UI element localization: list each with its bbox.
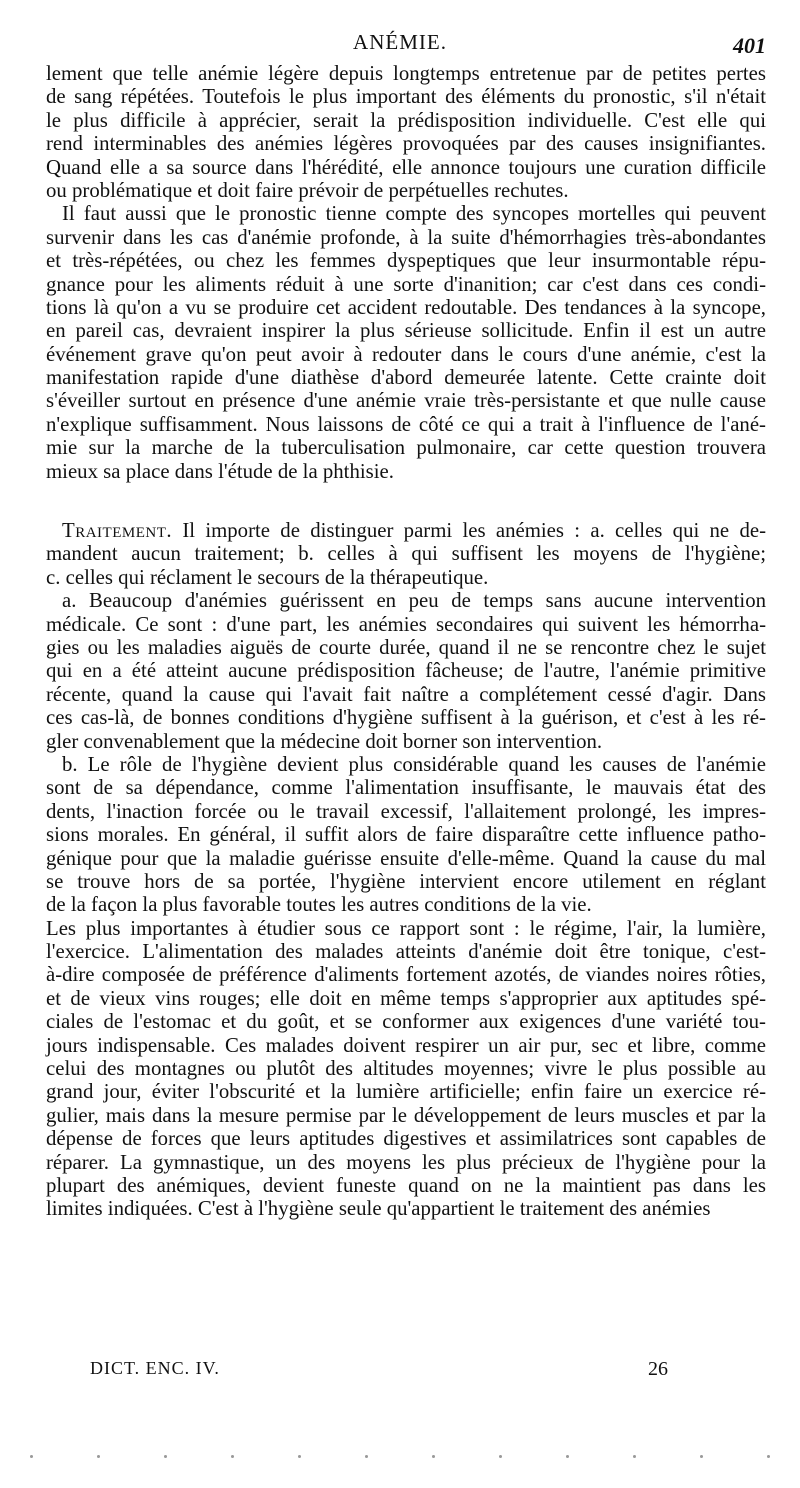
dot (767, 1455, 770, 1458)
dot (499, 1455, 502, 1458)
text-line: à-dire composée de préférence d'aliments fortement azotés, de viandes noires rôties, (46, 963, 766, 987)
text-line: se trouve hors de sa portée, l'hygiène intervient encore utilement en réglant (46, 869, 766, 893)
running-head (0, 30, 800, 60)
text-line: tions là qu'on a vu se produire cet accident redoutable. Des tendances à la syncope, (46, 295, 766, 319)
paragraph (46, 917, 766, 1221)
text-line: gler convenablement que la médecine doit borner son intervention. (46, 729, 603, 753)
paragraph (46, 62, 766, 202)
text-line: plupart des anémiques, devient funeste quand on ne la maintient pas dans les (46, 1173, 766, 1197)
text-line: et très-répétées, ou chez les femmes dyspeptiques que leur insurmontable répu- (46, 249, 766, 273)
paragraph (46, 753, 766, 917)
text-line: survenir dans les cas d'anémie profonde, à la suite d'hémorrhagies très-abondantes (46, 225, 766, 249)
dot (566, 1455, 569, 1458)
text-line: dents, l'inaction forcée ou le travail excessif, l'allaitement prolongé, les impres- (46, 799, 766, 823)
text-line: gnance pour les aliments réduit à une sorte d'inanition; car c'est dans ces condi- (46, 272, 766, 296)
text-line: réparer. La gymnastique, un des moyens les plus précieux de l'hygiène pour la (46, 1150, 766, 1174)
text-line: ces cas-là, de bonnes conditions d'hygiène suffisent à la guérison, et c'est à les ré- (46, 706, 766, 730)
text-line: médicale. Ce sont : d'une part, les anémies secondaires qui suivent les hémorrha- (46, 612, 766, 636)
paragraph (46, 519, 766, 589)
paragraph (46, 202, 766, 483)
page-footer (0, 1358, 800, 1388)
text-line: c. celles qui réclament le secours de la thérapeutique. (46, 565, 489, 589)
text-line: gulier, mais dans la mesure permise par le développement de leurs muscles et par la (46, 1103, 766, 1127)
text-line (46, 519, 766, 542)
text-line: sions morales. En général, il suffit alors de faire disparaître cette influence patho- (46, 823, 766, 847)
text-line: rend interminables des anémies légères provoquées par des causes insignifiantes. (46, 132, 766, 156)
section-gap (46, 483, 766, 519)
text-line: mandent aucun traitement; b. celles à qui suffisent les moyens de l'hygiène; (46, 542, 766, 566)
section-heading: Traitement. (62, 519, 173, 543)
text-line: celui des montagnes ou plutôt des altitudes moyennes; vivre le plus possible au (46, 1057, 766, 1081)
dot (633, 1455, 636, 1458)
text-line: sont de sa dépendance, comme l'alimentation insuffisante, le mauvais état des (46, 776, 766, 800)
text-line: ou problématique et doit faire prévoir de perpétuelles rechutes. (46, 178, 569, 202)
text-line: n'explique suffisamment. Nous laissons de côté ce qui a trait à l'influence de l'ané- (46, 412, 766, 436)
text-line: Quand elle a sa source dans l'hérédité, elle annonce toujours une curation difficile (46, 155, 766, 179)
running-title: ANÉMIE. (353, 30, 447, 54)
text-line: l'exercice. L'alimentation des malades atteints d'anémie doit être tonique, c'est- (46, 940, 766, 964)
text-line: s'éveiller surtout en présence d'une anémie vraie très-persistante et que nulle cause (46, 389, 766, 413)
page-body (46, 62, 766, 1221)
text-line: qui en a été atteint aucune prédisposition fâcheuse; de l'autre, l'anémie primitive (46, 659, 766, 683)
text-line: a. Beaucoup d'anémies guérissent en peu de temps sans aucune intervention (62, 589, 766, 613)
text-line: mie sur la marche de la tuberculisation pulmonaire, car cette question trouvera (46, 436, 766, 460)
dot (231, 1455, 234, 1458)
text-line: b. Le rôle de l'hygiène devient plus considérable quand les causes de l'anémie (62, 752, 766, 776)
dot (298, 1455, 301, 1458)
text-line: récente, quand la cause qui l'avait fait naître a complétement cessé d'agir. Dans (46, 682, 766, 706)
footer-sheet-number: 26 (648, 1358, 668, 1380)
page-number: 401 (733, 33, 766, 58)
text-line: en pareil cas, devraient inspirer la plus sérieuse sollicitude. Enfin il est un autre (46, 319, 766, 343)
text-line: Il faut aussi que le pronostic tienne compte des syncopes mortelles qui peuvent (62, 202, 766, 226)
dot (365, 1455, 368, 1458)
text-line: lement que telle anémie légère depuis longtemps entretenue par de petites pertes (46, 62, 766, 85)
text-line: événement grave qu'on peut avoir à redouter dans le cours d'une anémie, c'est la (46, 342, 766, 366)
text-line: Les plus importantes à étudier sous ce rapport sont : le régime, l'air, la lumière, (46, 916, 766, 940)
text-line: et de vieux vins rouges; elle doit en même temps s'approprier aux aptitudes spé- (46, 986, 766, 1010)
text-line: mieux sa place dans l'étude de la phthisie. (46, 459, 394, 483)
text-line: de sang répétées. Toutefois le plus important des éléments du pronostic, s'il n'était (46, 85, 766, 109)
text-line: limites indiquées. C'est à l'hygiène seule qu'appartient le traitement des anémies (46, 1197, 711, 1221)
text-line: gies ou les maladies aiguës de courte durée, quand il ne se rencontre chez le sujet (46, 635, 766, 659)
line-text: Il importe de distinguer parmi les anémies : a. celles qui ne de- (172, 519, 766, 543)
dot (30, 1455, 33, 1458)
dot (97, 1455, 100, 1458)
bottom-dot-row (30, 1455, 770, 1465)
text-line: manifestation rapide d'une diathèse d'abord demeurée latente. Cette crainte doit (46, 366, 766, 390)
text-line: dépense de forces que leurs aptitudes digestives et assimilatrices sont capables de (46, 1127, 766, 1151)
dot (164, 1455, 167, 1458)
text-line: ciales de l'estomac et du goût, et se conformer aux exigences d'une variété tou- (46, 1010, 766, 1034)
dot (432, 1455, 435, 1458)
text-line: de la façon la plus favorable toutes les autres conditions de la vie. (46, 893, 592, 917)
footer-signature: DICT. ENC. IV. (90, 1358, 220, 1378)
dot (700, 1455, 703, 1458)
paragraph (46, 589, 766, 753)
text-line: le plus difficile à apprécier, serait la prédisposition individuelle. C'est elle qui (46, 108, 766, 132)
text-line: génique pour que la maladie guérisse ensuite d'elle-même. Quand la cause du mal (46, 846, 766, 870)
text-line: grand jour, éviter l'obscurité et la lumière artificielle; enfin faire un exercice ré- (46, 1080, 766, 1104)
text-line: jours indispensable. Ces malades doivent respirer un air pur, sec et libre, comme (46, 1033, 766, 1057)
